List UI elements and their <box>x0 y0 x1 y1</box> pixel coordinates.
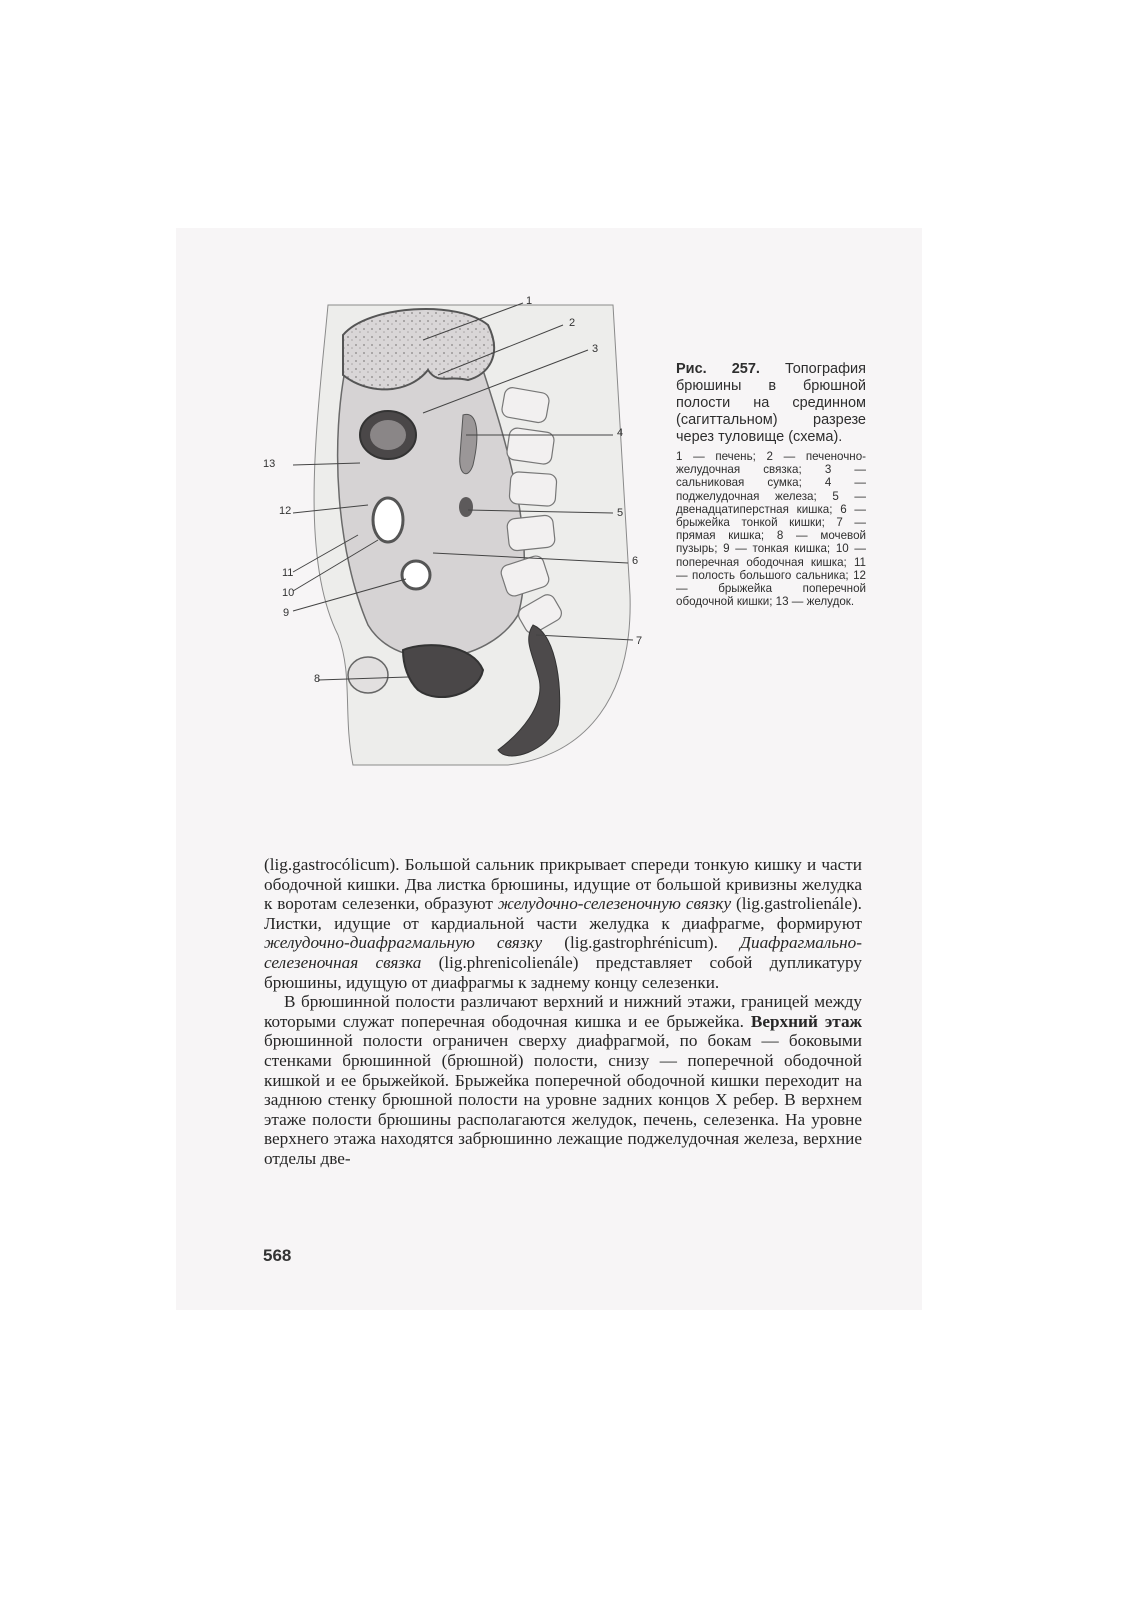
figure-label-8: 8 <box>314 673 321 685</box>
sagittal-section-illustration <box>258 295 673 805</box>
figure-label-11: 11 <box>282 567 294 579</box>
paragraph-1 <box>264 855 862 992</box>
figure-caption <box>676 361 866 608</box>
text-run: (lig.gastrocólicum). Большой сальник прикрывает спереди тонкую кишку и части ободочной кишки. Два листка брюшины, идущие от большой кривизны желудка к воротам селезенки, образуют <box>264 855 862 914</box>
figure-label-2: 2 <box>569 317 576 329</box>
term-italic: Диафрагмально-селезеночная связка <box>264 933 862 972</box>
anatomy-figure <box>258 295 673 805</box>
caption-title-text: Топография брюшины в брюшной полости на срединном (сагиттальном) разрезе через туловище (схема). <box>676 361 866 445</box>
figure-label-12: 12 <box>279 505 292 517</box>
body-text <box>264 855 862 1169</box>
text-run: (lig.phrenicolienále) представляет собой дупликатуру брюшины, идущую от диафрагмы к заднему концу селезенки. <box>264 952 863 992</box>
figure-label-10: 10 <box>282 587 295 599</box>
term-italic: желудочно-диафрагмальную связку <box>264 933 543 953</box>
paragraph-2 <box>264 992 862 1168</box>
figure-label-5: 5 <box>617 507 624 519</box>
term-italic: желудочно-селезеночную связку <box>497 894 732 914</box>
figure-label-3: 3 <box>592 343 599 355</box>
text-run: (lig.gastrophrénicum). <box>542 933 741 953</box>
figure-label-1: 1 <box>526 295 533 307</box>
caption-number: Рис. 257. <box>676 361 760 377</box>
text-run: брюшинной полости ограничен сверху диафрагмой, по бокам — боковыми стенками брюшинной (брюшной) полости, снизу — поперечной ободочной кишкой и ее брыжейкой. Брыжейка поперечной ободочной кишки переходит на заднюю стенку брюшной полости на уровне задних концов X ребер. В верхнем этаже полости брюшины располагаются желудок, печень, селезенка. На уровне верхнего этажа находятся забрюшинно лежащие поджелудочная железа, верхние отделы две- <box>264 1031 862 1168</box>
caption-title <box>676 361 866 446</box>
figure-label-4: 4 <box>617 427 624 439</box>
page-number: 568 <box>263 1246 292 1265</box>
text-run: В брюшинной полости различают верхний и нижний этажи, границей между которыми служат поперечная ободочная кишка и ее брыжейка. <box>264 992 862 1031</box>
figure-label-6: 6 <box>632 555 639 567</box>
figure-label-7: 7 <box>636 635 643 647</box>
caption-legend: 1 — печень; 2 — печеночно-желудочная связка; 3 — сальниковая сумка; 4 — поджелудочная железа; 5 — двенадцатиперстная кишка; 6 — брыжейка тонкой кишки; 7 — прямая кишка; 8 — мочевой пузырь; 9 — тонкая кишка; 10 — поперечная ободочная кишка; 11 — полость большого сальника; 12 — брыжейка поперечной ободочной кишки; 13 — желудок. <box>676 450 866 609</box>
figure-label-9: 9 <box>283 607 290 619</box>
text-run: (lig.gastrolienále). Листки, идущие от кардиальной части желудка к диафрагме, формируют <box>264 894 862 933</box>
figure-label-13: 13 <box>263 458 276 470</box>
term-bold: Верхний этаж <box>750 1011 862 1031</box>
